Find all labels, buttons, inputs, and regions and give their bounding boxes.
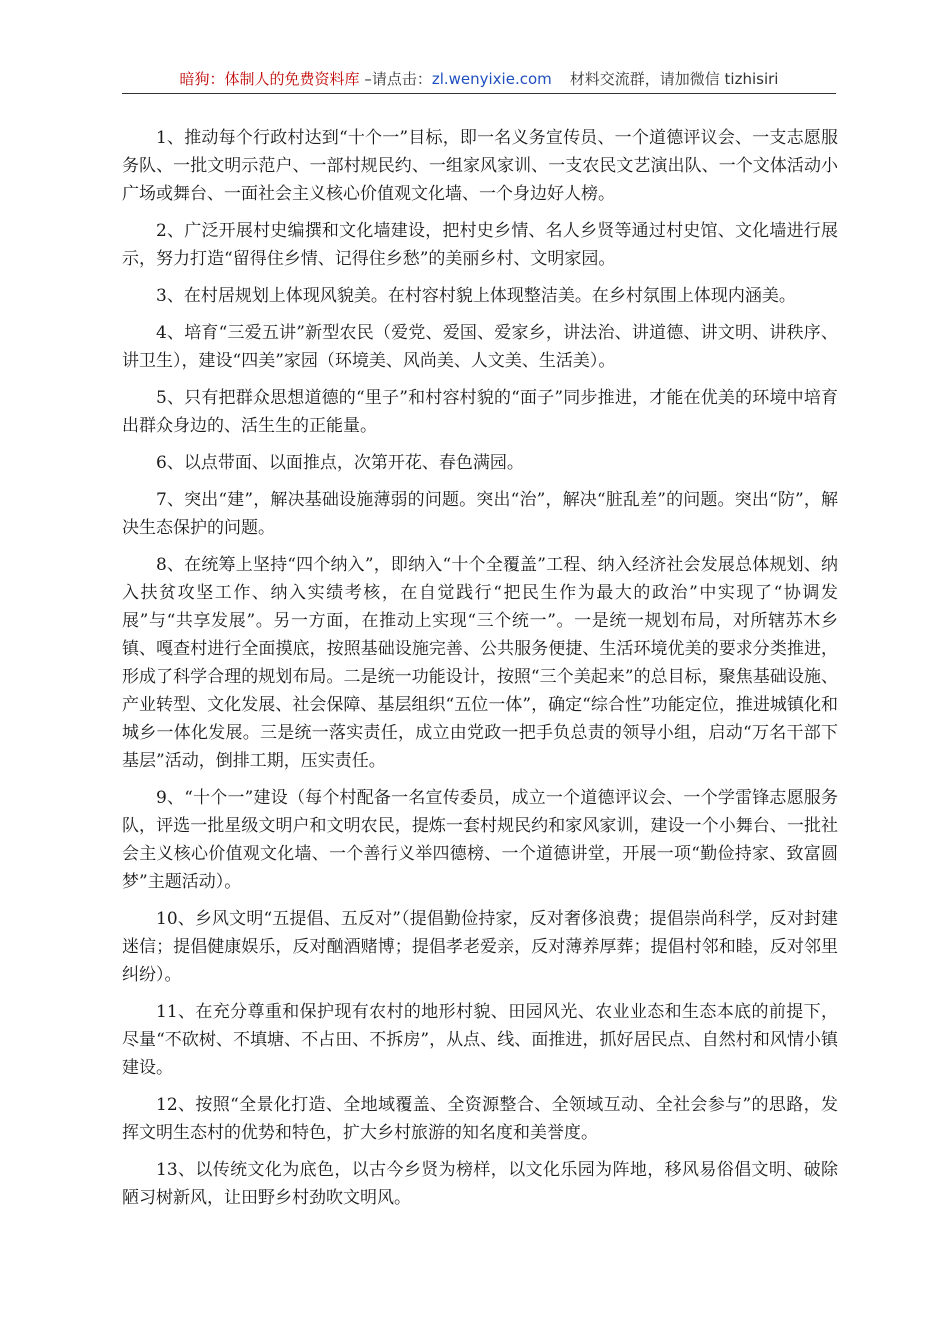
paragraph: 5、只有把群众思想道德的“里子”和村容村貌的“面子”同步推进，才能在优美的环境中培育出群众身边的、活生生的正能量。 xyxy=(122,388,838,436)
paragraph: 12、按照“全景化打造、全地域覆盖、全资源整合、全领域互动、全社会参与”的思路，发挥文明生态村的优势和特色，扩大乡村旅游的知名度和美誉度。 xyxy=(122,1095,838,1143)
paragraph: 6、以点带面、以面推点，次第开花、春色满园。 xyxy=(156,453,524,473)
header-brand: 暗狗：体制人的免费资料库 xyxy=(179,70,360,88)
paragraph: 7、突出“建”，解决基础设施薄弱的问题。突出“治”，解决“脏乱差”的问题。突出“防”，解决生态保护的问题。 xyxy=(122,490,838,538)
paragraph: 2、广泛开展村史编撰和文化墙建设，把村史乡情、名人乡贤等通过村史馆、文化墙进行展示，努力打造“留得住乡情、记得住乡愁”的美丽乡村、文明家园。 xyxy=(122,221,838,269)
header-prompt: –请点击： xyxy=(359,70,432,88)
paragraph: 1、推动每个行政村达到“十个一”目标，即一名义务宣传员、一个道德评议会、一支志愿服务队、一批文明示范户、一部村规民约、一组家风家训、一支农民文艺演出队、一个文体活动小广场或舞台、一面社会主义核心价值观文化墙、一个身边好人榜。 xyxy=(122,128,838,204)
document-body xyxy=(122,124,838,1221)
paragraph: 13、以传统文化为底色，以古今乡贤为榜样，以文化乐园为阵地，移风易俗倡文明、破除陋习树新风，让田野乡村劲吹文明风。 xyxy=(122,1160,838,1208)
header-site-link[interactable]: zl.wenyixie.com xyxy=(431,70,552,88)
paragraph: 4、培育“三爱五讲”新型农民（爱党、爱国、爱家乡，讲法治、讲道德、讲文明、讲秩序、讲卫生），建设“四美”家园（环境美、风尚美、人文美、生活美）。 xyxy=(122,323,838,371)
paragraph: 10、乡风文明“五提倡、五反对”（提倡勤俭持家，反对奢侈浪费；提倡崇尚科学，反对封建迷信；提倡健康娱乐，反对酗酒赌博；提倡孝老爱亲，反对薄养厚葬；提倡村邻和睦，反对邻里纠纷）。 xyxy=(122,909,838,985)
paragraph: 11、在充分尊重和保护现有农村的地形村貌、田园风光、农业业态和生态本底的前提下，尽量“不砍树、不填塘、不占田、不拆房”，从点、线、面推进，抓好居民点、自然村和风情小镇建设。 xyxy=(122,1002,838,1078)
paragraph: 8、在统筹上坚持“四个纳入”，即纳入“十个全覆盖”工程、纳入经济社会发展总体规划、纳入扶贫攻坚工作、纳入实绩考核，在自觉践行“把民生作为最大的政治”中实现了“协调发展”与“共享发展”。另一方面，在推动上实现“三个统一”。一是统一规划布局，对所辖苏木乡镇、嘎查村进行全面摸底，按照基础设施完善、公共服务便捷、生活环境优美的要求分类推进，形成了科学合理的规划布局。二是统一功能设计，按照“三个美起来”的总目标，聚焦基础设施、产业转型、文化发展、社会保障、基层组织“五位一体”，确定“综合性”功能定位，推进城镇化和城乡一体化发展。三是统一落实责任，成立由党政一把手负总责的领导小组，启动“万名干部下基层”活动，倒排工期，压实责任。 xyxy=(122,555,838,771)
paragraph: 9、“十个一”建设（每个村配备一名宣传委员，成立一个道德评议会、一个学雷锋志愿服务队，评选一批星级文明户和文明农民，提炼一套村规民约和家风家训，建设一个小舞台、一批社会主义核心价值观文化墙、一个善行义举四德榜、一个道德讲堂，开展一项“勤俭持家、致富圆梦”主题活动）。 xyxy=(122,788,838,892)
page-header xyxy=(122,66,836,94)
header-group-info: 材料交流群，请加微信 tizhisiri xyxy=(569,70,779,88)
paragraph: 3、在村居规划上体现风貌美。在村容村貌上体现整洁美。在乡村氛围上体现内涵美。 xyxy=(156,286,796,306)
